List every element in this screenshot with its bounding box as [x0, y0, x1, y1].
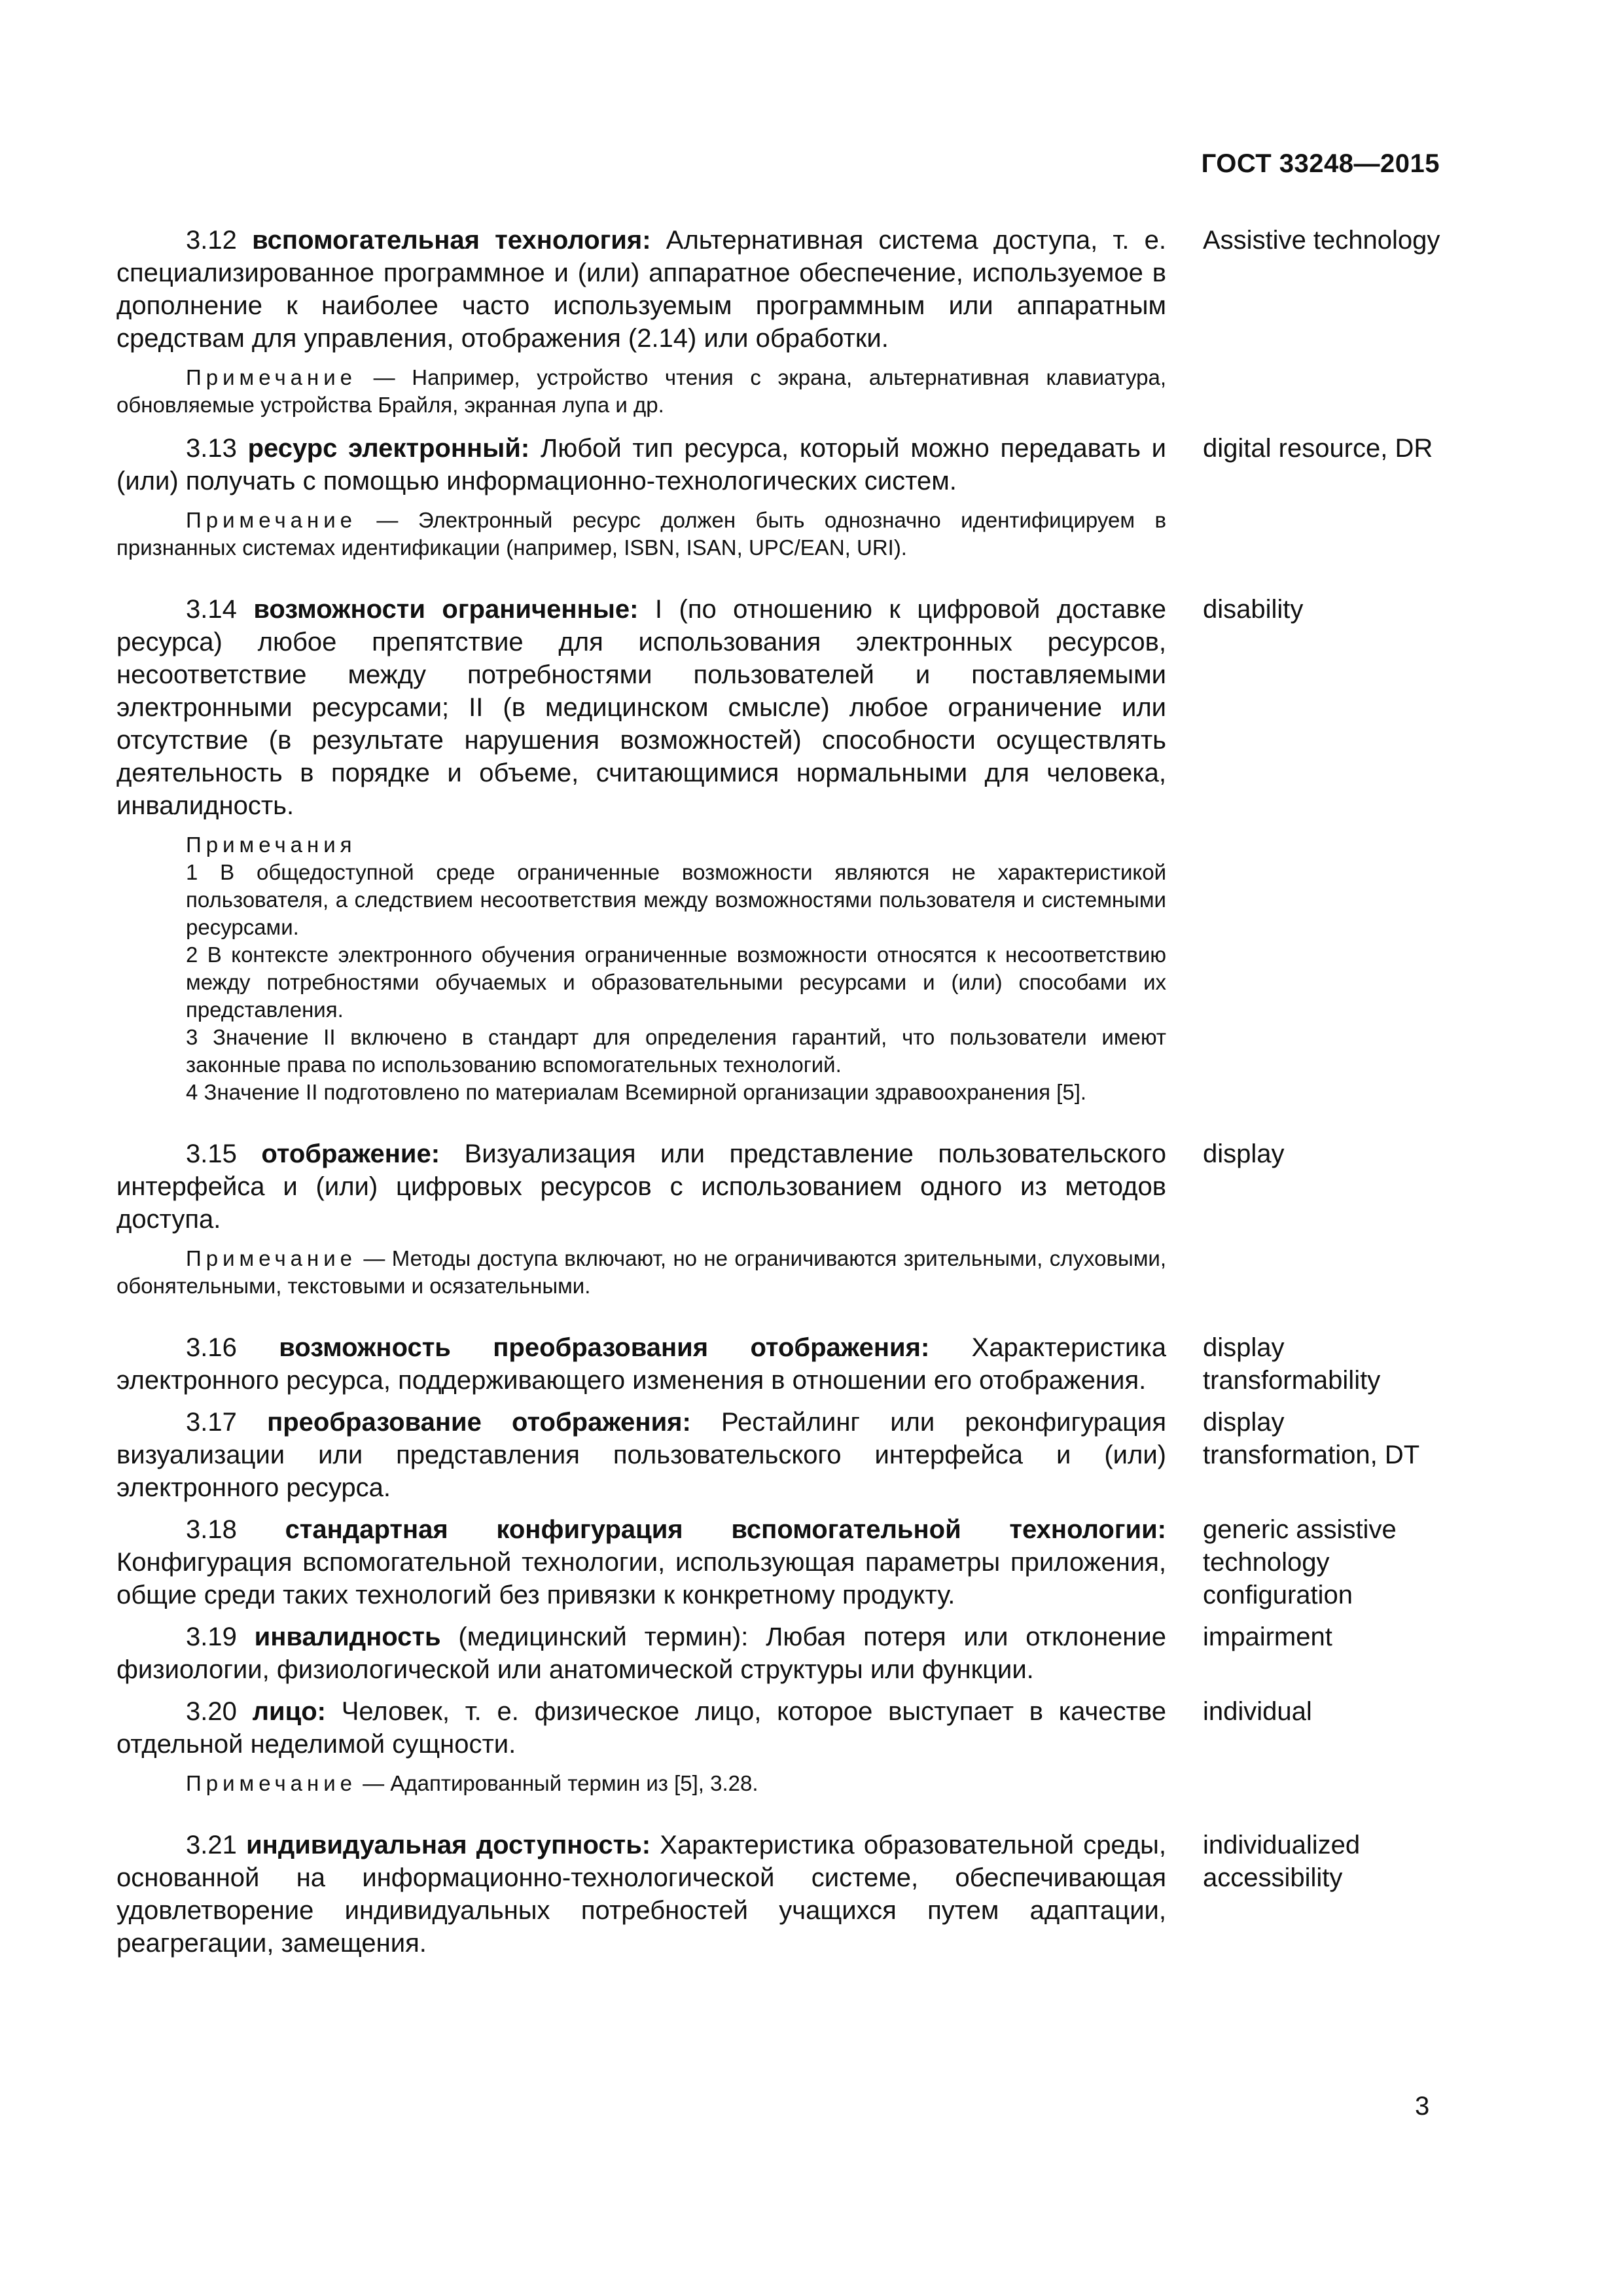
term-name: инвалидность [254, 1623, 441, 1651]
term-entry-3-14 [116, 593, 1458, 822]
term-number: 3.14 [186, 595, 237, 624]
term-english: display transformability [1203, 1333, 1381, 1395]
term-entry-3-19 [116, 1621, 1458, 1686]
term-english: display [1203, 1139, 1285, 1168]
note-item: 4 Значение II подготовлено по материалам Всемирной организации здравоохранения [5]. [186, 1080, 1087, 1104]
term-note [116, 1770, 1166, 1797]
note-label: Примечание [186, 365, 357, 389]
term-number: 3.15 [186, 1139, 237, 1168]
term-definition: Визуализация или представление пользовательского интерфейса и (или) цифровых ресурсов с использованием одного из методов доступа. [116, 1139, 1166, 1234]
term-name: индивидуальная доступность: [246, 1831, 651, 1859]
term-definition: Рестайлинг или реконфигурация визуализации или представления пользовательского интерфейса и (или) электронного ресурса. [116, 1408, 1167, 1502]
term-entry-3-17 [116, 1406, 1458, 1504]
term-entry-3-20 [116, 1695, 1458, 1761]
term-number: 3.19 [186, 1623, 237, 1651]
terms-list [116, 224, 1458, 1969]
term-definition: Характеристика образовательной среды, основанной на информационно-технологической системе, обеспечивающая удовлетворение индивидуальных потребностей учащихся путем адаптации, реагрегации, замещения. [116, 1831, 1167, 1958]
term-definition: Любой тип ресурса, который можно передавать и (или) получать с помощью информационно-технологических систем. [116, 434, 1166, 495]
note-text: — Электронный ресурс должен быть однозначно идентифицируем в признанных системах идентификации (например, ISBN, ISAN, UPC/EAN, URI). [116, 508, 1166, 560]
term-number: 3.21 [186, 1831, 237, 1859]
note-label: Примечание [186, 508, 357, 532]
note-text: — Методы доступа включают, но не ограничиваются зрительными, слуховыми, обонятельными, текстовыми и осязательными. [116, 1246, 1166, 1298]
term-number: 3.16 [186, 1333, 237, 1362]
term-entry-3-18 [116, 1513, 1458, 1611]
term-name: отображение: [261, 1139, 440, 1168]
page-number: 3 [1415, 2092, 1430, 2121]
term-name: лицо: [252, 1697, 326, 1726]
term-entry-3-13 [116, 432, 1458, 497]
note-item: 2 В контексте электронного обучения ограниченные возможности относятся к несоответствию между потребностями обучаемых и образовательными ресурсами и (или) способами их представления. [186, 942, 1166, 1022]
term-english: individualized accessibility [1203, 1831, 1361, 1892]
term-definition: (медицинский термин): Любая потеря или отклонение физиологии, физиологической или анатомической структуры или функции. [116, 1623, 1166, 1684]
term-name: преобразование отображения: [267, 1408, 691, 1437]
term-entry-3-15 [116, 1138, 1458, 1236]
term-number: 3.12 [186, 226, 237, 255]
term-name: возможность преобразования отображения: [279, 1333, 930, 1362]
term-english: individual [1203, 1697, 1312, 1726]
term-entry-3-21 [116, 1829, 1458, 1960]
term-name: ресурс электронный: [247, 434, 530, 463]
note-text: — Адаптированный термин из [5], 3.28. [357, 1771, 758, 1795]
term-english: disability [1203, 595, 1304, 624]
note-text: — Например, устройство чтения с экрана, альтернативная клавиатура, обновляемые устройства Брайля, экранная лупа и др. [116, 365, 1166, 417]
term-name: вспомогательная технология: [252, 226, 651, 255]
term-definition: I (по отношению к цифровой доставке ресурса) любое препятствие для использования электронных ресурсов, несоответствие между потребностями пользователей и поставляемыми электронными ресурсами; II (в медицинском смысле) любое ограничение или отсутствие (в результате нарушения возможностей) способности осуществлять деятельность в порядке и объеме, считающимися нормальными для человека, инвалидность. [116, 595, 1166, 820]
term-note [116, 364, 1166, 419]
term-definition: Человек, т. е. физическое лицо, которое выступает в качестве отдельной неделимой сущности. [116, 1697, 1166, 1759]
term-number: 3.17 [186, 1408, 237, 1437]
term-notes [116, 831, 1166, 1106]
note-item: 3 Значение II включено в стандарт для определения гарантий, что пользователи имеют законные права по использованию вспомогательных технологий. [186, 1025, 1166, 1077]
term-number: 3.20 [186, 1697, 237, 1726]
term-number: 3.18 [186, 1515, 237, 1544]
term-english: Assistive technology [1203, 226, 1440, 255]
note-item: 1 В общедоступной среде ограниченные возможности являются не характеристикой пользователя, а следствием несоответствия между возможностями пользователя и системными ресурсами. [186, 860, 1166, 939]
note-label: Примечание [186, 1771, 357, 1795]
term-english: display transformation, DT [1203, 1408, 1420, 1469]
term-definition: Альтернативная система доступа, т. е. специализированное программное и (или) аппаратное обеспечение, используемое в дополнение к наиболее часто используемым программным или аппаратным средствам для управления, отображения (2.14) или обработки. [116, 226, 1166, 353]
term-english: impairment [1203, 1623, 1332, 1651]
term-entry-3-16 [116, 1331, 1458, 1397]
term-definition: Характеристика электронного ресурса, поддерживающего изменения в отношении его отображения. [116, 1333, 1166, 1395]
term-note [116, 507, 1166, 562]
notes-heading: Примечания [186, 833, 357, 857]
term-definition: Конфигурация вспомогательной технологии, использующая параметры приложения, общие среди таких технологий без привязки к конкретному продукту. [116, 1548, 1166, 1609]
term-name: стандартная конфигурация вспомогательной технологии: [285, 1515, 1166, 1544]
term-english: generic assistive technology configuration [1203, 1515, 1397, 1609]
document-id: ГОСТ 33248—2015 [1201, 149, 1440, 178]
term-number: 3.13 [186, 434, 237, 463]
note-label: Примечание [186, 1246, 357, 1270]
term-entry-3-12 [116, 224, 1458, 355]
term-english: digital resource, DR [1203, 434, 1433, 463]
term-note [116, 1245, 1166, 1300]
term-name: возможности ограниченные: [253, 595, 639, 624]
